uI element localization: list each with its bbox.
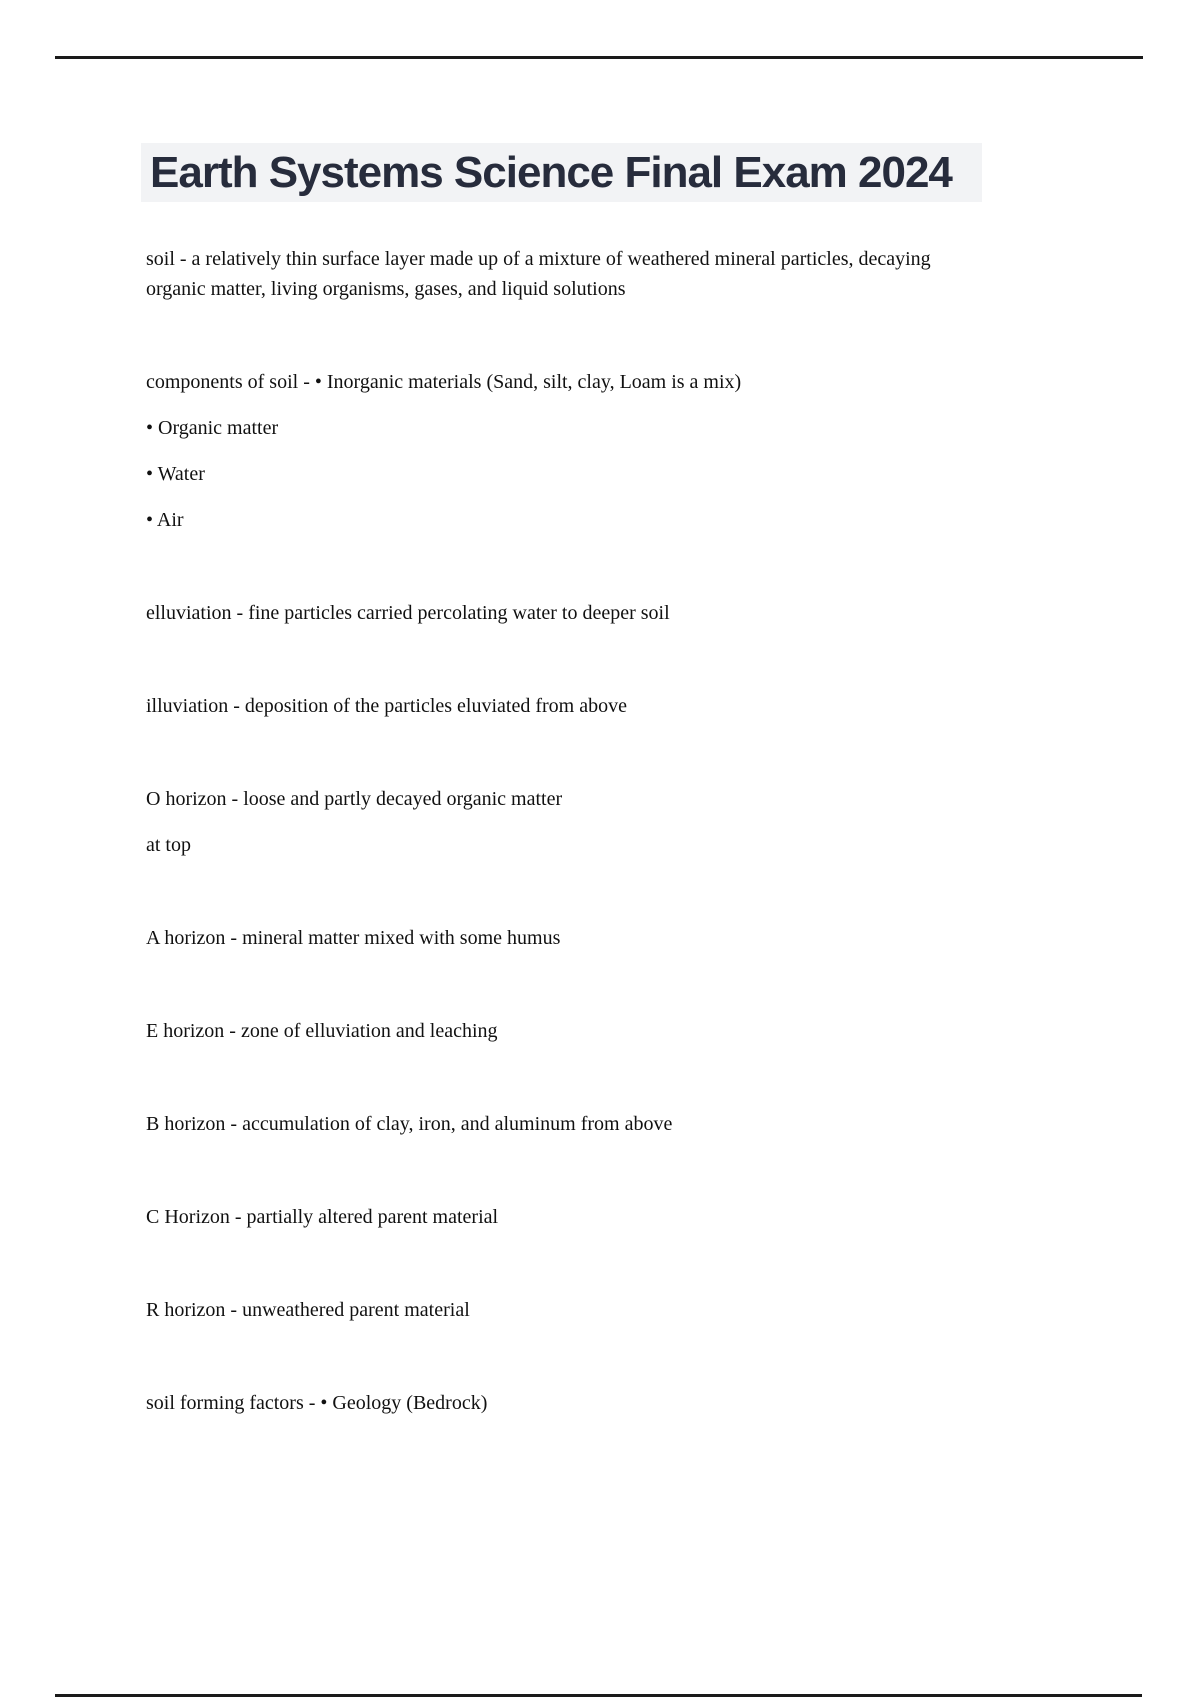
definition-paragraph: illuviation - deposition of the particles eluviated from above	[146, 695, 627, 717]
definition-paragraph: C Horizon - partially altered parent material	[146, 1206, 499, 1228]
definition-paragraph: components of soil - • Inorganic materials (Sand, silt, clay, Loam is a mix)	[146, 371, 742, 393]
definition-paragraph: at top	[146, 834, 191, 856]
definition-paragraph: soil - a relatively thin surface layer made up of a mixture of weathered mineral particles, decaying organic matter, living organisms, gases, and liquid solutions	[146, 248, 931, 300]
definition-paragraph: elluviation - fine particles carried percolating water to deeper soil	[146, 602, 670, 624]
definition-paragraph: E horizon - zone of elluviation and leaching	[146, 1020, 498, 1042]
definition-paragraph: • Air	[146, 509, 184, 531]
bottom-rule	[55, 1694, 1142, 1697]
definition-paragraph: • Water	[146, 463, 205, 485]
definition-paragraph: • Organic matter	[146, 417, 279, 439]
definition-paragraph: R horizon - unweathered parent material	[146, 1299, 470, 1321]
definition-paragraph: O horizon - loose and partly decayed organic matter	[146, 788, 563, 810]
document-body	[146, 0, 976, 1418]
definition-paragraph: B horizon - accumulation of clay, iron, and aluminum from above	[146, 1113, 673, 1135]
title-highlight: Earth Systems Science Final Exam 2024	[141, 143, 982, 202]
definition-paragraph: A horizon - mineral matter mixed with some humus	[146, 927, 561, 949]
definition-paragraph: soil forming factors - • Geology (Bedrock)	[146, 1392, 488, 1414]
